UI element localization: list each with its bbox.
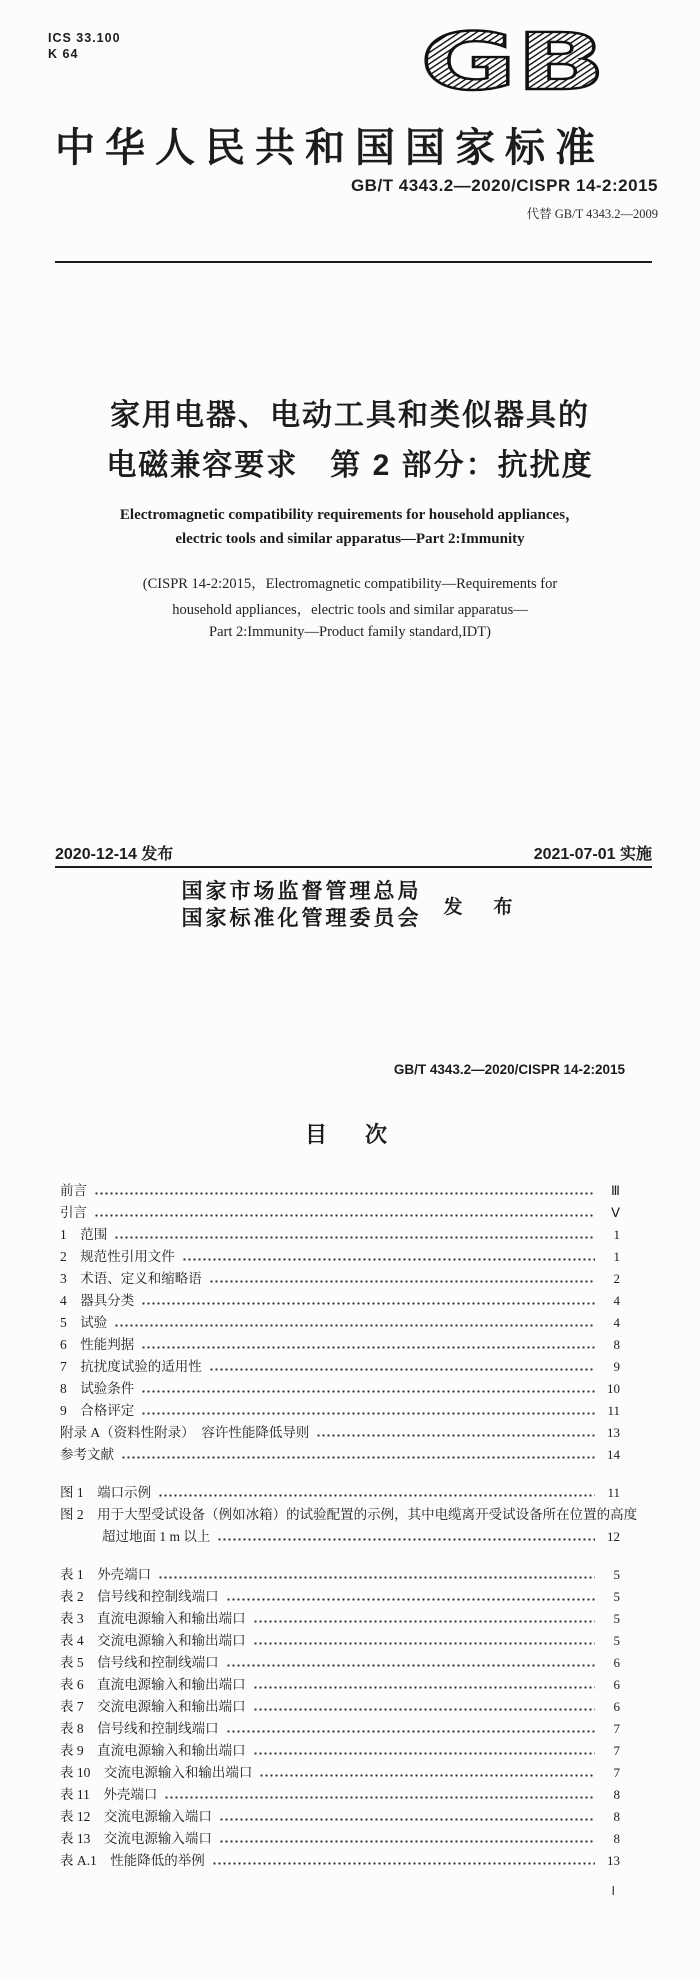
date-row: [55, 841, 652, 864]
toc-entry: [60, 1180, 620, 1202]
toc-entry-label: 前言: [60, 1183, 87, 1198]
toc-entry-page-number: 1: [613, 1227, 620, 1242]
toc-entry: [60, 1334, 620, 1356]
china-class-code: K 64: [48, 47, 79, 61]
toc-entry-page-number: 8: [613, 1831, 620, 1846]
national-standard-heading: 中华人民共和国国家标准: [55, 125, 605, 170]
toc-entry-label: 附录 A（资料性附录） 容许性能降低导则: [60, 1425, 310, 1440]
toc-dot-leader: [121, 1444, 595, 1466]
toc-entry-page-number: 8: [613, 1337, 620, 1352]
toc-entry-label: 表 8 信号线和控制线端口: [60, 1721, 219, 1736]
toc-entry-label: 超过地面 1 m 以上: [102, 1529, 211, 1544]
toc-dot-leader: [219, 1828, 595, 1850]
toc-entry-page-number: Ⅴ: [611, 1205, 620, 1220]
toc-entry: [60, 1224, 620, 1246]
toc-dot-leader: [209, 1356, 595, 1378]
toc-entry-page-number: 6: [613, 1655, 620, 1670]
toc-entry: [60, 1290, 620, 1312]
toc-dot-leader: [114, 1312, 595, 1334]
toc-entry-label: 8 试验条件: [60, 1381, 135, 1396]
toc-dot-leader: [141, 1378, 595, 1400]
toc-entry-label: 9 合格评定: [60, 1403, 135, 1418]
idt-note-line2: household appliances，electric tools and similar apparatus—: [172, 602, 528, 618]
toc-entry: [60, 1630, 620, 1652]
toc-entry-label: 表 4 交流电源输入和输出端口: [60, 1633, 246, 1648]
toc-entry: [60, 1850, 620, 1872]
toc-entry-label: 表 13 交流电源输入端口: [60, 1831, 212, 1846]
toc-entry-label: 表 A.1 性能降低的举例: [60, 1853, 205, 1868]
toc-dot-leader: [94, 1202, 595, 1224]
title-chinese-line2: 电磁兼容要求 第 2 部分：抗扰度: [106, 449, 594, 482]
toc-entry-page-number: 9: [613, 1359, 620, 1374]
toc-entry-page-number: 7: [613, 1743, 620, 1758]
toc-entry-page-number: 6: [613, 1677, 620, 1692]
toc-dot-leader: [219, 1806, 595, 1828]
toc-dot-leader: [94, 1180, 595, 1202]
toc-entry-page-number: 11: [607, 1403, 620, 1418]
toc-dot-leader: [316, 1422, 595, 1444]
toc-dot-leader: [259, 1762, 595, 1784]
toc-entry: [60, 1482, 620, 1504]
toc-entry-page-number: 1: [613, 1249, 620, 1264]
toc-dot-leader: [253, 1630, 595, 1652]
toc-entry: [60, 1740, 620, 1762]
toc-entry-label: 表 12 交流电源输入端口: [60, 1809, 212, 1824]
toc-entry: [60, 1526, 620, 1548]
toc-dot-leader: [182, 1246, 595, 1268]
title-english-line2: electric tools and similar apparatus—Part 2:Immunity: [175, 531, 525, 547]
toc-dot-leader: [141, 1400, 595, 1422]
toc-entry-label: 图 2 用于大型受试设备（例如冰箱）的试验配置的示例，其中电缆离开受试设备所在位置的高度: [60, 1507, 638, 1522]
toc-entry-label: 5 试验: [60, 1315, 108, 1330]
toc-entry-page-number: 7: [613, 1765, 620, 1780]
page-number: Ⅰ: [611, 1884, 615, 1898]
issuer-block: [0, 878, 700, 932]
issuer-line1: 国家市场监督管理总局: [181, 879, 422, 903]
toc-dot-leader: [226, 1718, 595, 1740]
toc-dot-leader: [212, 1850, 595, 1872]
implement-date: 2021-07-01 实施: [533, 846, 652, 863]
toc-title: 目 次: [304, 1122, 395, 1147]
toc-dot-leader: [158, 1482, 595, 1504]
toc-entry-label: 2 规范性引用文件: [60, 1249, 175, 1264]
toc-entry-label: 4 器具分类: [60, 1293, 135, 1308]
toc-entry: [60, 1312, 620, 1334]
toc-entry-label: 引言: [60, 1205, 87, 1220]
toc-dot-leader: [253, 1674, 595, 1696]
cover-top-rule: [55, 261, 652, 263]
toc-entry-label: 6 性能判据: [60, 1337, 135, 1352]
toc-entry: [60, 1504, 638, 1526]
issue-date: 2020-12-14 发布: [55, 846, 174, 863]
toc-entry: [60, 1762, 620, 1784]
toc-entry-page-number: 5: [613, 1633, 620, 1648]
toc-entry-page-number: Ⅲ: [611, 1183, 620, 1198]
toc-dot-leader: [253, 1696, 595, 1718]
toc-entry-page-number: 2: [613, 1271, 620, 1286]
toc-entry: [60, 1356, 620, 1378]
table-of-contents: [60, 1180, 638, 1872]
standard-number: GB/T 4343.2—2020/CISPR 14-2:2015: [350, 176, 658, 195]
toc-entry-page-number: 6: [613, 1699, 620, 1714]
toc-entry: [60, 1718, 620, 1740]
toc-entry: [60, 1246, 620, 1268]
page2-running-header: GB/T 4343.2—2020/CISPR 14-2:2015: [393, 1062, 625, 1077]
toc-entry: [60, 1586, 620, 1608]
toc-entry: [60, 1608, 620, 1630]
toc-entry: [60, 1806, 620, 1828]
toc-entry-label: 表 2 信号线和控制线端口: [60, 1589, 219, 1604]
toc-dot-leader: [226, 1652, 595, 1674]
toc-entry-page-number: 4: [613, 1293, 620, 1308]
toc-entry-label: 3 术语、定义和缩略语: [60, 1271, 202, 1286]
toc-entry-page-number: 7: [613, 1721, 620, 1736]
toc-entry-page-number: 14: [607, 1447, 620, 1462]
toc-entry-label: 图 1 端口示例: [60, 1485, 152, 1500]
toc-entry-page-number: 8: [613, 1787, 620, 1802]
idt-note-line3: Part 2:Immunity—Product family standard,IDT): [209, 624, 491, 640]
gb-logo-icon: [366, 26, 662, 107]
toc-dot-leader: [253, 1608, 595, 1630]
toc-entry-page-number: 10: [607, 1381, 620, 1396]
toc-entry-label: 表 11 外壳端口: [60, 1787, 158, 1802]
toc-entry-page-number: 13: [607, 1853, 620, 1868]
toc-entry: [60, 1422, 620, 1444]
toc-entry-label: 参考文献: [60, 1447, 114, 1462]
toc-entry-page-number: 4: [613, 1315, 620, 1330]
ics-classification: [48, 30, 121, 62]
toc-dot-leader: [253, 1740, 595, 1762]
toc-entry: [60, 1202, 620, 1224]
idt-note-line1: (CISPR 14-2:2015，Electromagnetic compatibility—Requirements for: [142, 576, 558, 592]
toc-entry-label: 表 5 信号线和控制线端口: [60, 1655, 219, 1670]
toc-dot-leader: [141, 1334, 595, 1356]
toc-entry: [60, 1564, 620, 1586]
toc-entry-label: 表 6 直流电源输入和输出端口: [60, 1677, 246, 1692]
toc-dot-leader: [158, 1564, 595, 1586]
toc-entry-label: 表 3 直流电源输入和输出端口: [60, 1611, 246, 1626]
toc-dot-leader: [141, 1290, 595, 1312]
issue-label: 发 布: [443, 896, 519, 918]
toc-entry-label: 表 10 交流电源输入和输出端口: [60, 1765, 253, 1780]
toc-entry: [60, 1268, 620, 1290]
toc-entry-label: 表 9 直流电源输入和输出端口: [60, 1743, 246, 1758]
toc-entry-label: 7 抗扰度试验的适用性: [60, 1359, 202, 1374]
replaces-note: 代替 GB/T 4343.2—2009: [526, 207, 658, 221]
toc-entry-page-number: 8: [613, 1809, 620, 1824]
toc-entry: [60, 1784, 620, 1806]
toc-entry-label: 1 范围: [60, 1227, 108, 1242]
toc-entry: [60, 1674, 620, 1696]
toc-entry: [60, 1652, 620, 1674]
title-chinese-line1: 家用电器、电动工具和类似器具的: [110, 399, 590, 432]
ics-code: ICS 33.100: [48, 31, 121, 45]
toc-entry-label: 表 1 外壳端口: [60, 1567, 152, 1582]
toc-entry-page-number: 5: [613, 1589, 620, 1604]
toc-entry-page-number: 5: [613, 1611, 620, 1626]
toc-entry-page-number: 5: [613, 1567, 620, 1582]
toc-dot-leader: [217, 1526, 595, 1548]
toc-dot-leader: [209, 1268, 595, 1290]
toc-entry: [60, 1378, 620, 1400]
cover-bottom-rule: [55, 866, 652, 868]
toc-entry-page-number: 11: [607, 1485, 620, 1500]
issuer-line2: 国家标准化管理委员会: [181, 906, 422, 930]
toc-entry-page-number: 13: [607, 1425, 620, 1440]
toc-entry: [60, 1828, 620, 1850]
svg-text:GB: GB: [420, 26, 606, 102]
toc-dot-leader: [114, 1224, 595, 1246]
toc-entry: [60, 1400, 620, 1422]
toc-dot-leader: [226, 1586, 595, 1608]
title-english-line1: Electromagnetic compatibility requirements for household appliances，: [119, 507, 581, 523]
toc-entry: [60, 1444, 620, 1466]
toc-entry-page-number: 12: [607, 1529, 620, 1544]
toc-dot-leader: [164, 1784, 595, 1806]
toc-entry: [60, 1696, 620, 1718]
toc-entry-label: 表 7 交流电源输入和输出端口: [60, 1699, 246, 1714]
